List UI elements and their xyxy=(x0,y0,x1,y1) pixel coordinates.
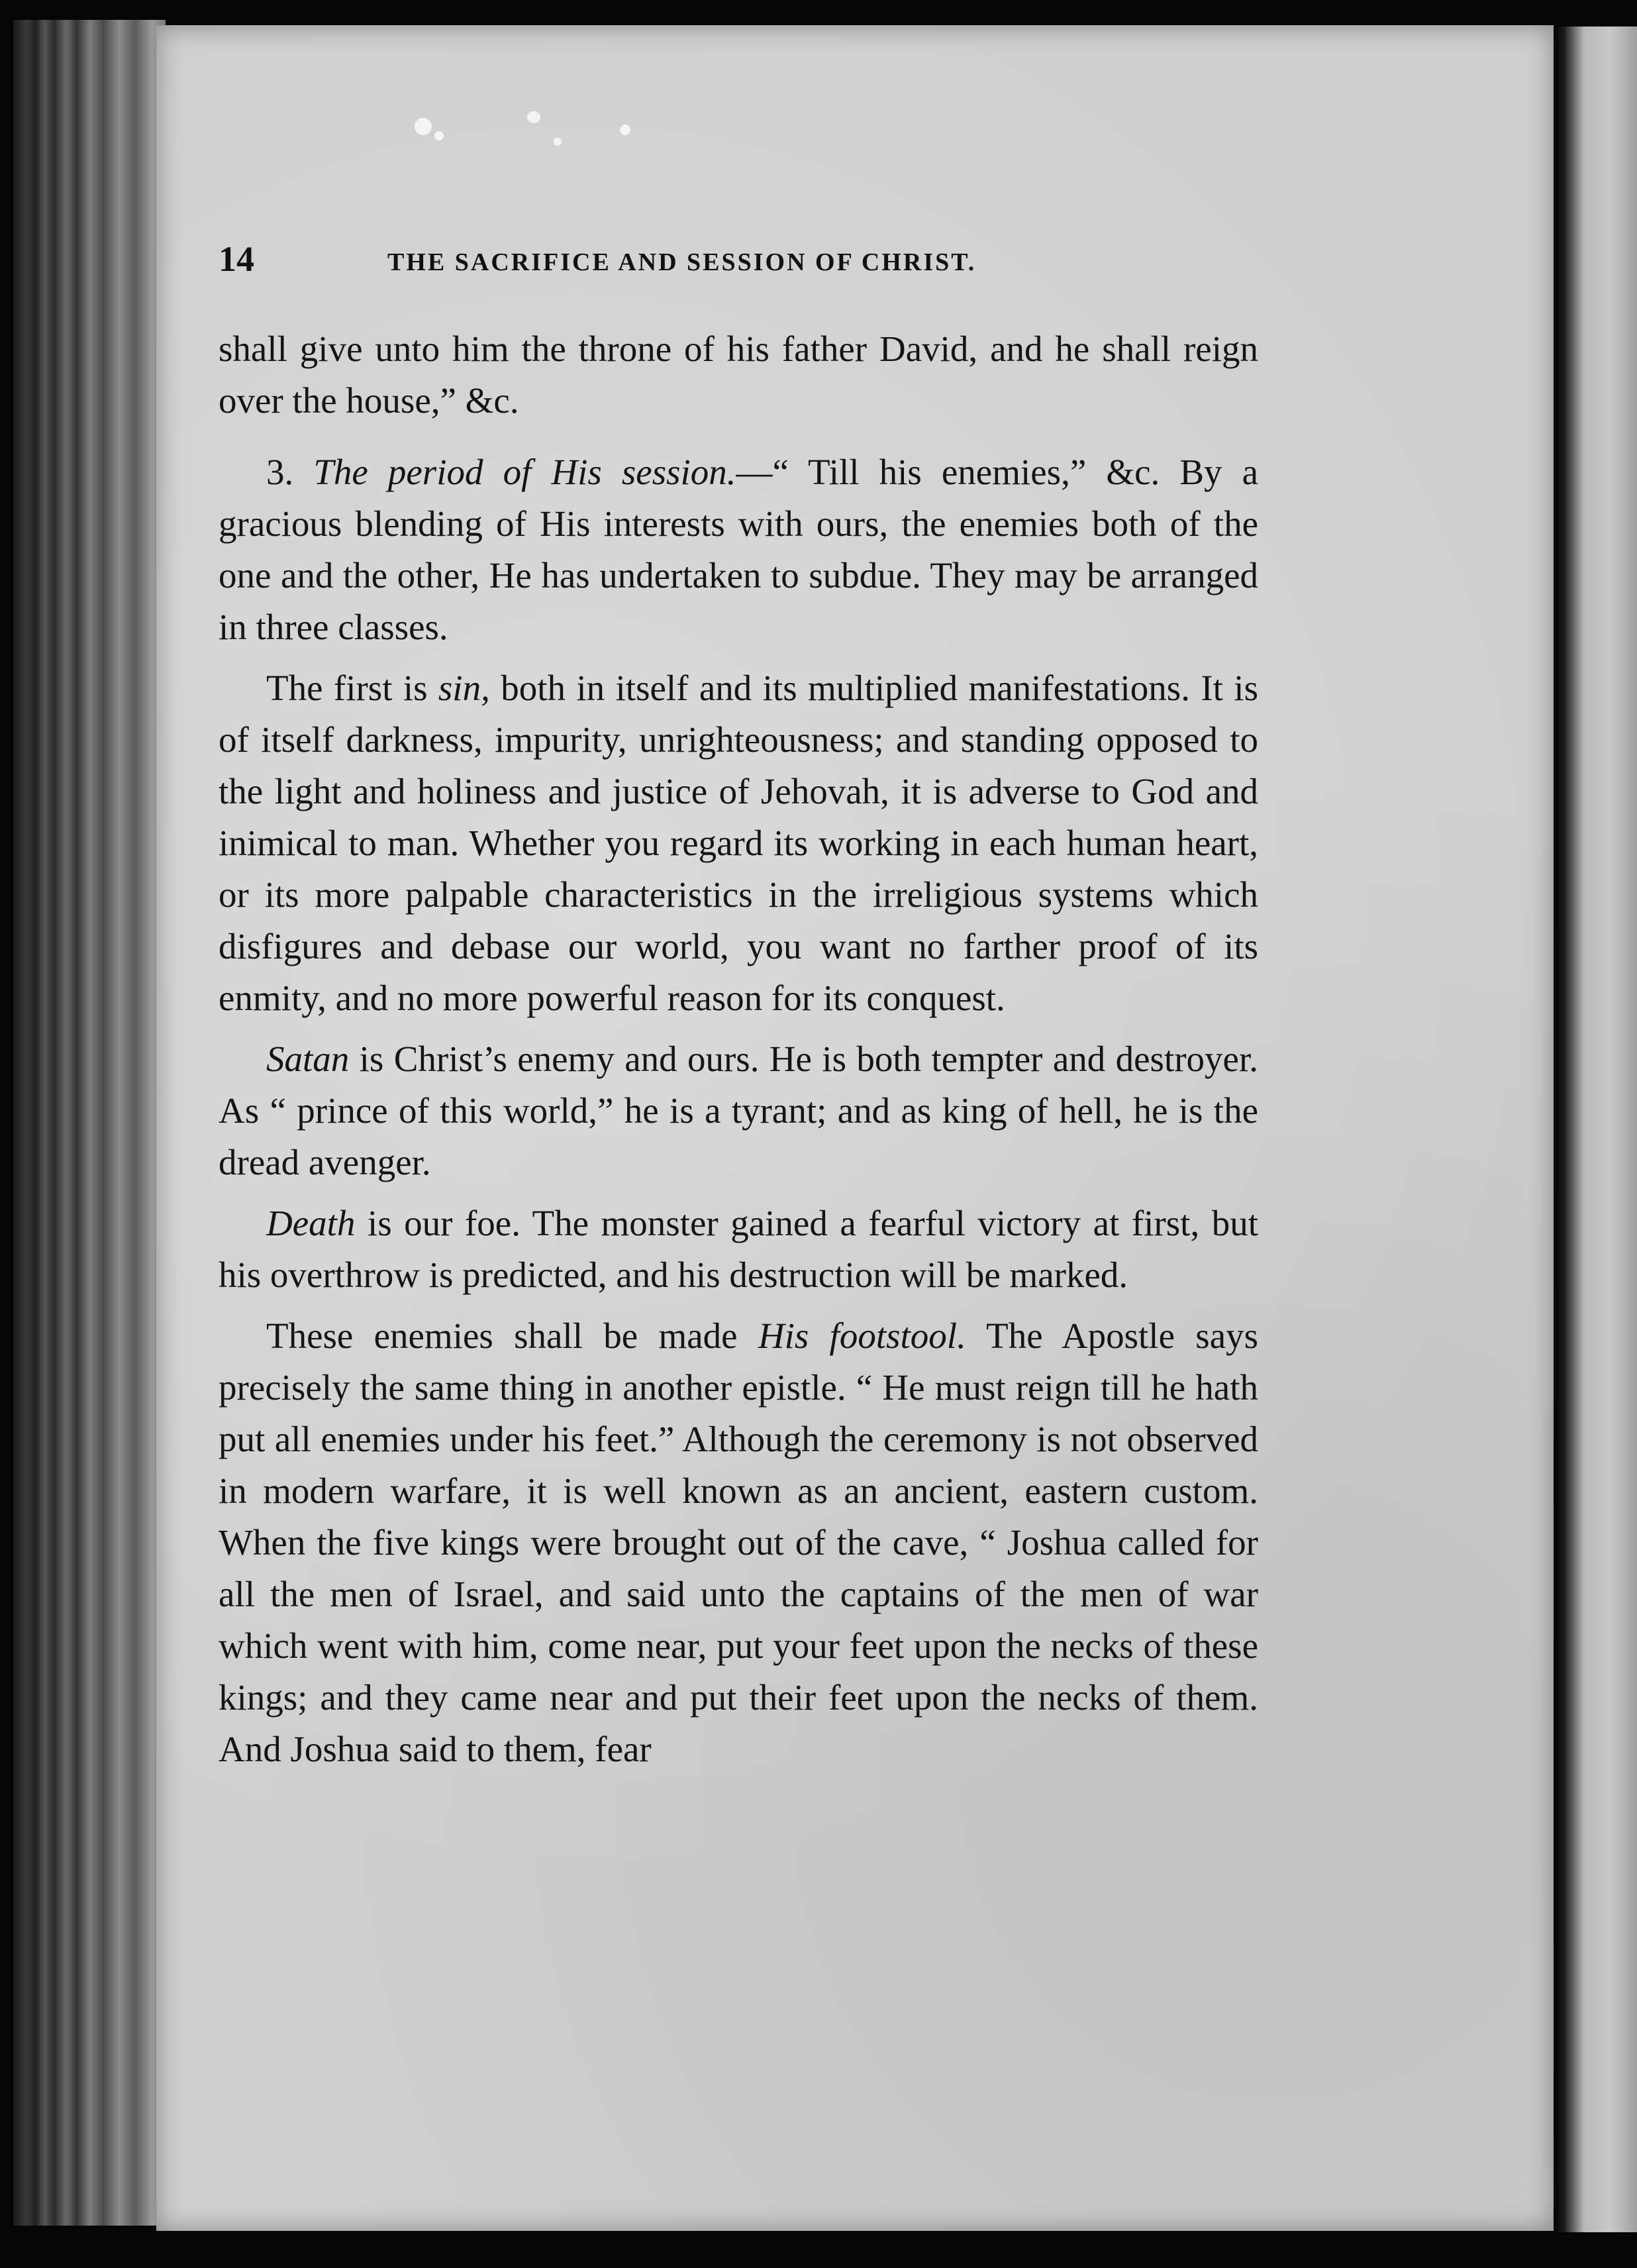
paragraph-text: both in itself and its multiplied manifestations. It is of itself darkness, impurity, unrighteousness; and standing opposed to the light and holiness and justice of Jehovah, it is adverse to God and inimical to man. Whether you regard its working in each human heart, or its more palpable characteristics in the irreligious systems which disfigures and debase our world, you want no farther proof of its enmity, and no more powerful reason for its conquest. xyxy=(219,668,1258,1018)
paragraph-death xyxy=(219,1198,1258,1301)
emphasis-footstool: His footstool. xyxy=(758,1315,966,1356)
section-number: 3. xyxy=(266,452,314,492)
paragraph-text: The Apostle says precisely the same thing in another epistle. “ He must reign till he hath put all enemies under his feet.” Although the ceremony is not observed in modern warfare, it is well known as an ancient, eastern custom. When the five kings were brought out of the cave, “ Joshua called for all the men of Israel, and said unto the captains of the men of war which went with him, come near, put your feet upon the necks of these kings; and they came near and put their feet upon the necks of them. And Joshua said to them, fear xyxy=(219,1315,1259,1769)
body-text xyxy=(219,323,1258,1784)
paper-speck xyxy=(415,118,432,135)
page-header xyxy=(219,238,1252,291)
paragraph-satan xyxy=(219,1033,1258,1188)
page-number: 14 xyxy=(219,239,254,279)
paragraph-footstool xyxy=(219,1310,1258,1775)
paper-speck xyxy=(620,125,630,135)
adjacent-page-edge xyxy=(1558,26,1637,2232)
emphasis-sin: sin, xyxy=(438,668,490,708)
book-page-edges xyxy=(13,20,166,2226)
paragraph-continuation: shall give unto him the throne of his father David, and he shall reign over the house,” &c. xyxy=(219,329,1258,421)
paper-speck xyxy=(554,138,562,146)
paper-speck xyxy=(527,111,540,123)
paragraph-text: The first is xyxy=(266,668,438,708)
section-heading: The period of His session. xyxy=(313,452,736,492)
paragraph-text: —“ Till his enemies,” &c. By a gracious blending of His interests with ours, the enemies both of the one and the other, He has undertaken to subdue. They may be arranged in three classes. xyxy=(219,452,1259,647)
emphasis-death: Death xyxy=(266,1203,356,1243)
paragraph-text: These enemies shall be made xyxy=(266,1315,758,1356)
emphasis-satan: Satan xyxy=(266,1039,350,1079)
paragraph-text: is our foe. The monster gained a fearful victory at first, but his overthrow is predicted, and his destruction will be marked. xyxy=(219,1203,1258,1295)
running-title: THE SACRIFICE AND SESSION OF CHRIST. xyxy=(387,248,977,276)
paper-speck xyxy=(434,131,444,140)
paragraph-period-of-session xyxy=(219,446,1258,653)
paragraph-sin xyxy=(219,662,1258,1024)
paragraph-text: is Christ’s enemy and ours. He is both tempter and destroyer. As “ prince of this world,” he is a tyrant; and as king of hell, he is the dread avenger. xyxy=(219,1039,1258,1182)
